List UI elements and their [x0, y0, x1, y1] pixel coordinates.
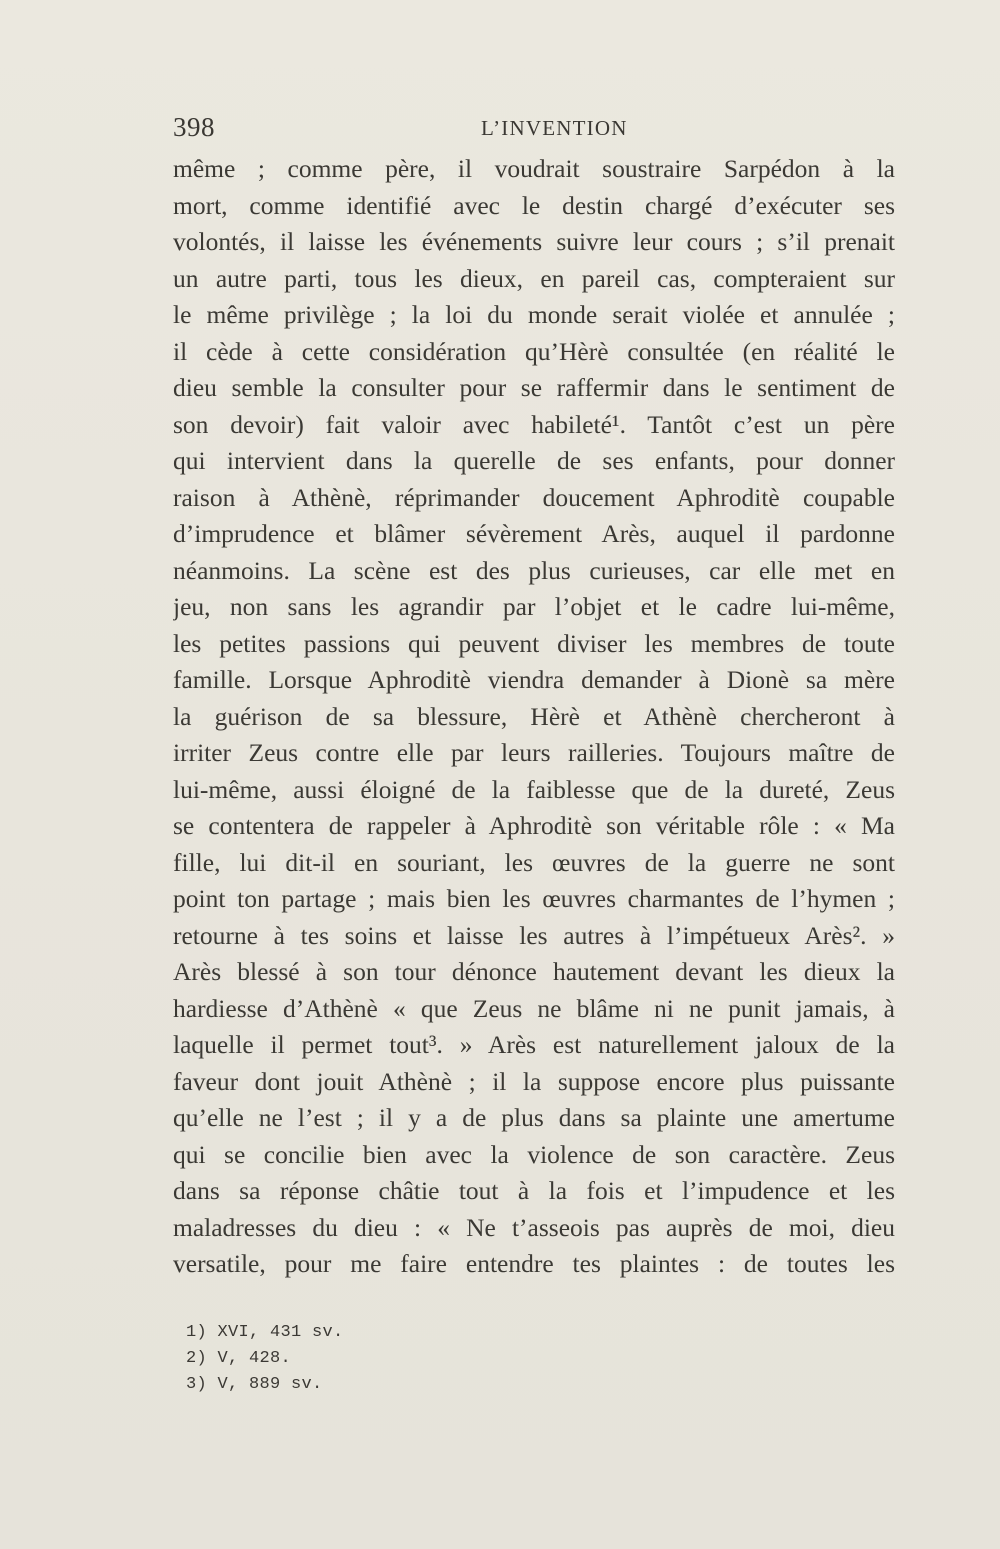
text-line: dieu semble la consulter pour se raffermir dans le sentiment de [173, 373, 895, 402]
text-line: il cède à cette considération qu’Hèrè consultée (en réalité le [173, 336, 895, 366]
text-line: fille, lui dit-il en souriant, les œuvres de la guerre ne sont [173, 847, 895, 877]
text-line: raison à Athènè, réprimander doucement Aphroditè coupable [173, 482, 895, 512]
text-line: retourne à tes soins et laisse les autres à l’impétueux Arès². » [173, 920, 895, 950]
text-line: jeu, non sans les agrandir par l’objet et le cadre lui-même, [173, 592, 895, 621]
text-line: un autre parti, tous les dieux, en pareil cas, compteraient sur [173, 263, 895, 293]
text-line: famille. Lorsque Aphroditè viendra demander à Dionè sa mère [173, 665, 895, 694]
footnote: 2) V, 428. [186, 1349, 292, 1368]
text-line: même ; comme père, il voudrait soustraire Sarpédon à la [173, 154, 895, 183]
text-line: irriter Zeus contre elle par leurs railleries. Toujours maître de [173, 738, 895, 767]
text-line: versatile, pour me faire entendre tes plaintes : de toutes les [173, 1249, 895, 1278]
text-line: point ton partage ; mais bien les œuvres charmantes de l’hymen ; [173, 884, 895, 913]
running-head: L’INVENTION [481, 116, 628, 140]
text-line: le même privilège ; la loi du monde serait violée et annulée ; [173, 300, 895, 329]
text-line: la guérison de sa blessure, Hèrè et Athènè chercheront à [173, 701, 895, 731]
text-line: maladresses du dieu : « Ne t’asseois pas auprès de moi, dieu [173, 1212, 895, 1242]
text-line: lui-même, aussi éloigné de la faiblesse que de la dureté, Zeus [173, 774, 895, 804]
text-line: hardiesse d’Athènè « que Zeus ne blâme ni ne punit jamais, à [173, 993, 895, 1023]
footnotes [186, 1320, 586, 1398]
text-line: d’imprudence et blâmer sévèrement Arès, auquel il pardonne [173, 519, 895, 548]
text-line: qui intervient dans la querelle de ses enfants, pour donner [173, 446, 895, 475]
page-number: 398 [173, 112, 215, 142]
text-line: les petites passions qui peuvent diviser les membres de toute [173, 628, 895, 658]
text-line: se contentera de rappeler à Aphroditè son véritable rôle : « Ma [173, 811, 895, 840]
text-line: son devoir) fait valoir avec habileté¹. Tantôt c’est un père [173, 409, 895, 439]
text-line: laquelle il permet tout³. » Arès est naturellement jaloux de la [173, 1030, 895, 1059]
text-line: néanmoins. La scène est des plus curieuses, car elle met en [173, 555, 895, 585]
text-line: dans sa réponse châtie tout à la fois et l’impudence et les [173, 1176, 895, 1205]
text-line: faveur dont jouit Athènè ; il la suppose encore plus puissante [173, 1066, 895, 1096]
footnote: 3) V, 889 sv. [186, 1375, 323, 1394]
text-line: qu’elle ne l’est ; il y a de plus dans sa plainte une amertume [173, 1103, 895, 1132]
footnote: 1) XVI, 431 sv. [186, 1323, 344, 1342]
text-line: Arès blessé à son tour dénonce hautement devant les dieux la [173, 957, 895, 986]
page-header [173, 112, 895, 146]
text-line: volontés, il laisse les événements suivre leur cours ; s’il prenait [173, 227, 895, 256]
text-line: mort, comme identifié avec le destin chargé d’exécuter ses [173, 190, 895, 220]
body-text [173, 151, 895, 1283]
text-line: qui se concilie bien avec la violence de son caractère. Zeus [173, 1139, 895, 1169]
